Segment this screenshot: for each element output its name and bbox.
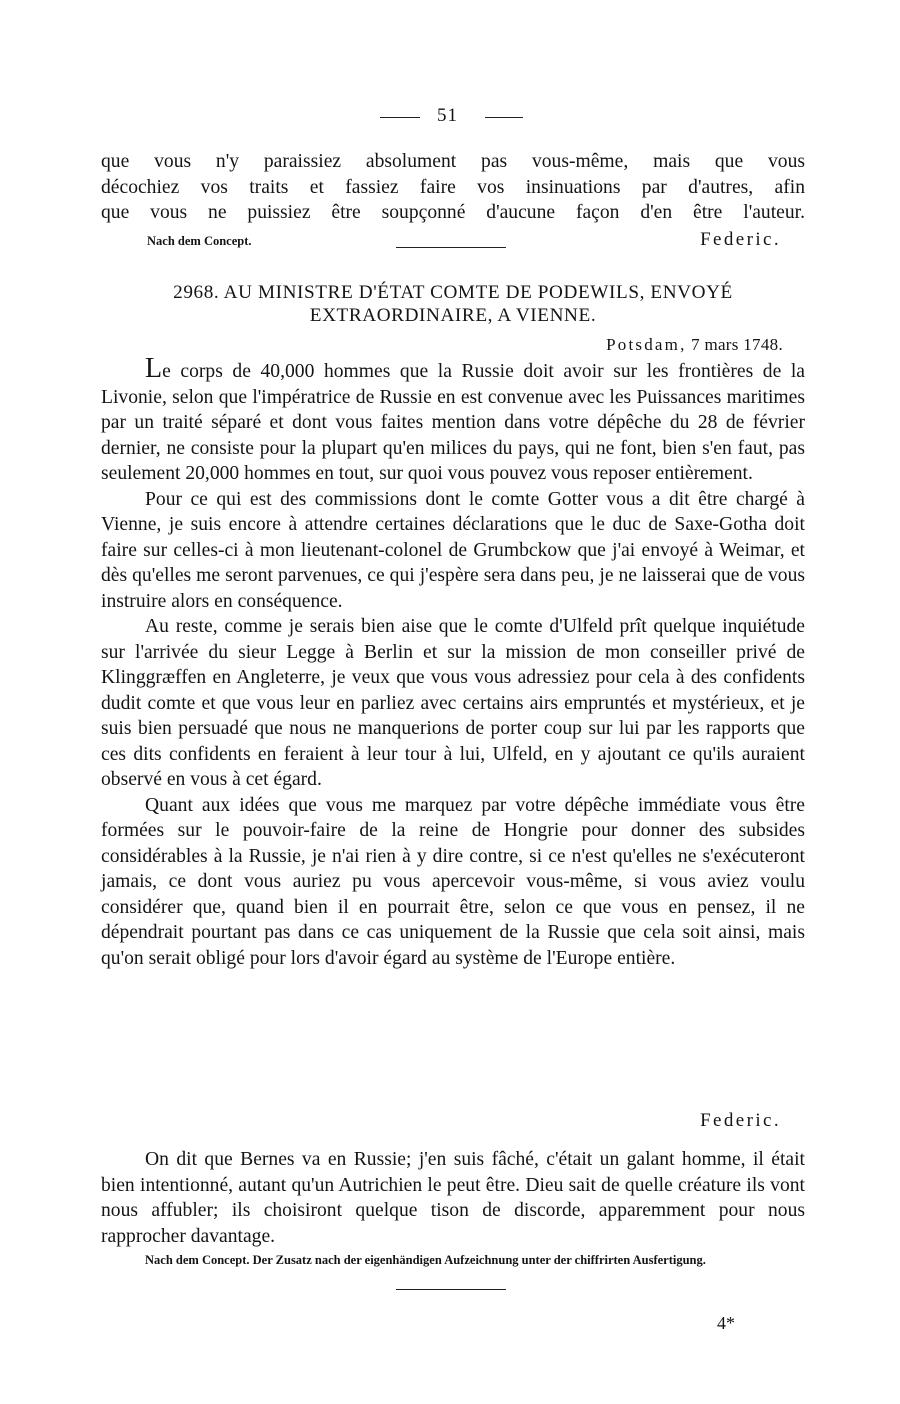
source-note: Nach dem Concept. — [147, 234, 252, 248]
place-date — [606, 335, 783, 355]
paragraph: Au reste, comme je serais bien aise que le comte d'Ulfeld prît quelque inquiétude sur l'arrivée du sieur Legge à Berlin et sur la mission de mon conseiller privé de Klinggræffen en Angleterre, je veux que vous vous adressiez pour cela à des confidents dudit comte et que vous leur en parliez avec certains airs empruntés et mystérieux, et je suis bien persuadé que nous ne manquerions de porter coup sur lui par les rapports que ces dits confidents en feraient à leur tour à lui, Ulfeld, en y ajoutant ce qu'ils auraient observé en vous à cet égard. — [101, 616, 805, 790]
letter-body — [101, 353, 805, 971]
paragraph-text: e corps de 40,000 hommes que la Russie doit avoir sur les frontières de la Livonie, selon que l'impératrice de Russie en est convenue avec les Puissances maritimes par un traité séparé et dont vous faites mention dans votre dépêche du 28 de février dernier, ne consiste pour la plupart qu'en milices du pays, qui ne font, bien s'en faut, pas seulement 20,000 hommes en tout, sur quoi vous pouvez vous reposer entièrement. — [101, 361, 805, 484]
letter-place: Potsdam, — [606, 335, 687, 354]
page-number: 51 — [437, 105, 458, 126]
text-line: décochiez vos traits et fassiez faire vos insinuations par d'autres, afin — [101, 176, 805, 198]
postscript — [101, 1147, 805, 1249]
paragraph: Pour ce qui est des commissions dont le comte Gotter vous a dit être chargé à Vienne, je suis encore à attendre certaines déclarations que le duc de Saxe-Gotha doit faire sur celles-ci à mon lieutenant-colonel de Grumbckow que j'ai envoyé à Weimar, et dès qu'elles me seront parvenues, ce qui j'espère sera dans peu, je ne laisserai que de vous instruire alors en conséquence. — [101, 488, 805, 612]
footnote: Nach dem Concept. Der Zusatz nach der eigenhändigen Aufzeichnung unter der chiffrirten Ausfertigung. — [145, 1253, 706, 1267]
header-rule-right — [485, 117, 523, 118]
text-line: que vous ne puissiez être soupçonné d'aucune façon d'en être l'auteur. — [101, 202, 805, 223]
section-divider — [396, 247, 506, 248]
text-line: que vous n'y paraissiez absolument pas vous-même, mais que vous — [101, 151, 805, 172]
signature: Federic. — [700, 229, 781, 250]
closing-line-2 — [101, 1110, 805, 1134]
paragraph: Quant aux idées que vous me marquez par votre dépêche immédiate vous être formées sur le pouvoir-faire de la reine de Hongrie pour donner des subsides considérables à la Russie, je n'ai rien à y dire contre, si ce n'est qu'elles ne s'exécuteront jamais, ce dont vous auriez pu vous apercevoir vous-même, si vous aviez voulu considérer que, quand bien il en pourrait être, selon ce que vous en pensez, il ne dépendrait pourtant pas dans ce cas uniquement de la Russie que cela soit ainsi, mais qu'on serait obligé pour lors d'avoir égard au système de l'Europe entière. — [101, 794, 805, 969]
bottom-divider — [396, 1289, 506, 1290]
letter-date: 7 mars 1748. — [691, 335, 783, 354]
running-header — [101, 101, 805, 131]
letter-heading: 2968. AU MINISTRE D'ÉTAT COMTE DE PODEWILS, ENVOYÉ EXTRAORDINAIRE, A VIENNE. — [173, 282, 733, 326]
postscript-text: On dit que Bernes va en Russie; j'en suis fâché, c'était un galant homme, il était bien intentionné, autant qu'un Autrichien le peut être. Dieu sait de quelle créature ils vont nous affubler; ils choisiront quelque tison de discorde, apparemment pour nous rapprocher davantage. — [101, 1149, 805, 1247]
closing-line-1 — [101, 229, 805, 253]
signature-mark: 4* — [717, 1313, 735, 1333]
continued-letter-text — [101, 149, 805, 226]
signature: Federic. — [700, 1110, 781, 1131]
initial-letter: L — [145, 353, 163, 384]
paragraph — [101, 353, 805, 487]
header-rule-left — [380, 117, 420, 118]
